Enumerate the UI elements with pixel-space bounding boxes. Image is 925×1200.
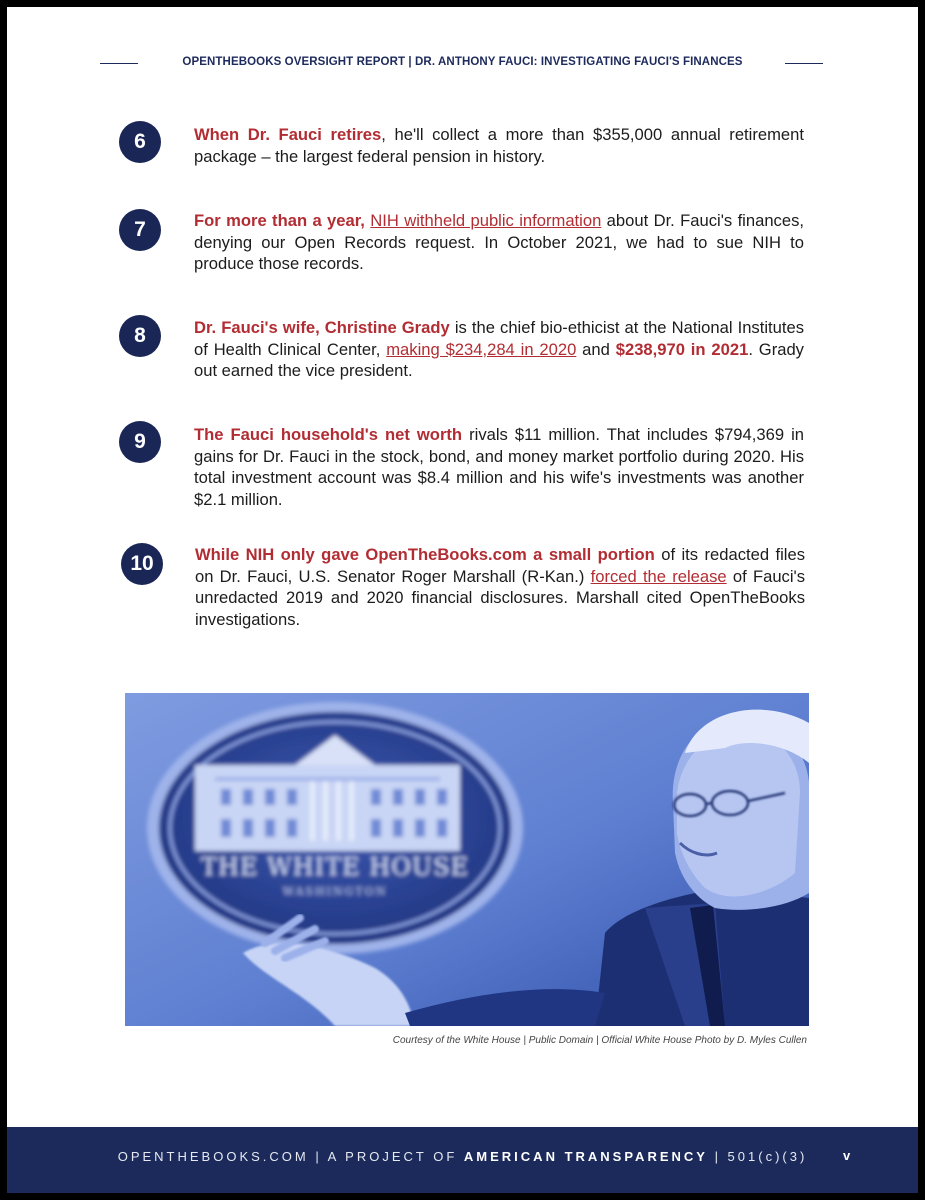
item-text (194, 424, 804, 510)
item-body: , he'll collect a more than $355,000 annual retirement package – the largest federal pension in history. (194, 125, 804, 166)
white-house-briefing-photo (125, 693, 809, 1026)
page-header (7, 55, 918, 75)
item-highlight: For more than a year, (194, 211, 365, 230)
item-highlight: Dr. Fauci's wife, Christine Grady (194, 318, 450, 337)
item-body: of its redacted files on Dr. Fauci, U.S. Senator Roger Marshall (R-Kan.) (195, 545, 805, 586)
item-highlight: While NIH only gave OpenTheBooks.com a small portion (195, 545, 655, 564)
item-text (194, 210, 804, 275)
footer-site: OPENTHEBOOKS.COM (117, 1149, 309, 1164)
item-highlight: When Dr. Fauci retires (194, 125, 382, 144)
photo-caption: Courtesy of the White House | Public Domain | Official White House Photo by D. Myles Cullen (392, 1035, 807, 1046)
item-number-badge: 6 (119, 121, 161, 163)
nih-withheld-link[interactable]: NIH withheld public information (370, 211, 602, 230)
forced-release-link[interactable]: forced the release (590, 566, 727, 586)
item-body: of Fauci's unredacted 2019 and 2020 financial disclosures. Marshall cited OpenTheBooks investigations. (195, 566, 805, 629)
item-number-badge: 7 (119, 209, 161, 251)
item-text (195, 544, 805, 630)
page-footer (7, 1127, 918, 1193)
seal-subtext: WASHINGTON (282, 885, 388, 898)
white-house-seal (147, 702, 523, 954)
item-number-badge: 8 (119, 315, 161, 357)
item-body: about Dr. Fauci's finances, denying our Open Records request. In October 2021, we had to sue NIH to produce those records. (194, 211, 804, 273)
item-highlight-2: $238,970 in 2021 (615, 339, 749, 359)
footer-separator: | A PROJECT OF (308, 1149, 464, 1164)
footer-text (7, 1149, 918, 1164)
salary-2020-link[interactable]: making $234,284 in 2020 (386, 339, 577, 359)
item-text (194, 124, 804, 167)
report-photo (125, 693, 809, 1026)
footer-org: AMERICAN TRANSPARENCY (463, 1149, 708, 1164)
item-body: . Grady out earned the vice president. (194, 339, 804, 380)
item-body: rivals $11 million. That includes $794,369 in gains for Dr. Fauci in the stock, bond, and money market portfolio during 2020. His total investment account was $8.4 million and his wife's investments was another $2.1 million. (194, 425, 804, 509)
header-title: OPENTHEBOOKS OVERSIGHT REPORT | DR. ANTHONY FAUCI: INVESTIGATING FAUCI'S FINANCES (182, 56, 743, 68)
item-highlight: The Fauci household's net worth (194, 425, 463, 444)
item-body: and (576, 339, 616, 359)
item-body: is the chief bio-ethicist at the National Institutes of Health Clinical Center, (194, 318, 804, 359)
report-page (7, 7, 918, 1193)
item-text (194, 317, 804, 382)
page-number: v (843, 1148, 851, 1163)
footer-status: | 501(c)(3) (707, 1149, 808, 1164)
item-number-badge: 10 (121, 543, 163, 585)
header-rule-right (785, 63, 823, 64)
item-number-badge: 9 (119, 421, 161, 463)
seal-text: THE WHITE HOUSE (200, 853, 470, 881)
